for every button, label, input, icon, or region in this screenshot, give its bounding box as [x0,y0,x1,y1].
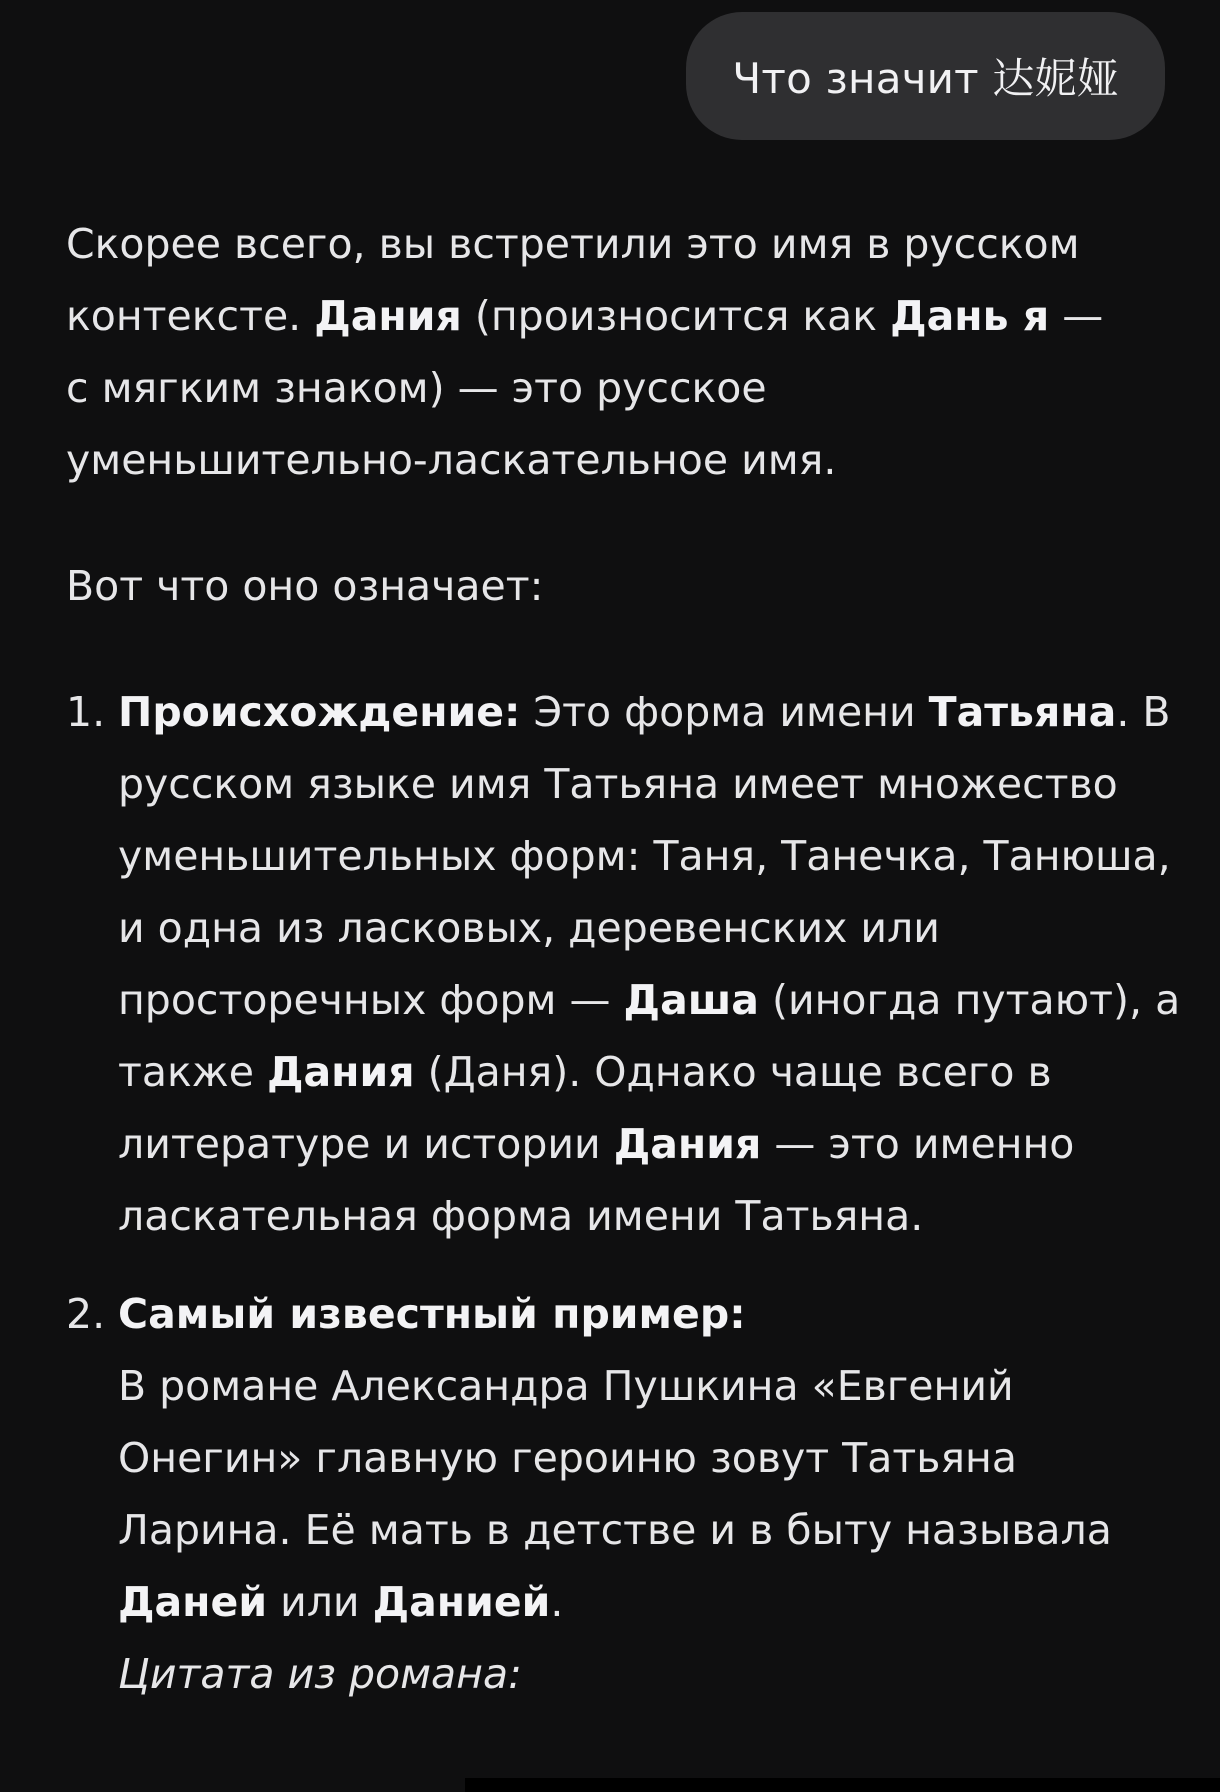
intro-text: Скорее всего, вы встретили это имя в русском контексте. [66,220,1080,340]
intro-text: (произносится как [461,292,891,340]
list-item-heading: Самый известный пример: [118,1290,746,1338]
bold-name: Даней [118,1578,268,1626]
bold-name: Даша [623,976,759,1024]
list-item-text: или [267,1578,373,1626]
user-message-bubble[interactable] [686,12,1165,140]
list-item-text: — это именно ласкательная форма имени Татьяна. [118,1120,1075,1240]
intro-text: — с мягким знаком) — это русское уменьшительно-ласкательное имя. [66,292,1104,484]
bold-name: Дания [613,1120,762,1168]
list-item-text: . [550,1578,564,1626]
list-item-text: Это форма имени [520,688,929,736]
list-item-text: . В русском языке имя Татьяна имеет множество уменьшительных форм: Таня, Танечка, Танюша, и одна из ласковых, деревенских или просторечных форм — [118,688,1171,1024]
bottom-overlay-strip [465,1778,1220,1792]
list-item-text: В романе Александра Пушкина «Евгений Онегин» главную героиню зовут Татьяна Ларина. Её мать в детстве и в быту называла [118,1362,1112,1554]
list-item [66,676,1181,1252]
list-item-number: 1. [66,688,106,736]
meaning-list [66,676,1181,1710]
list-item-body [118,676,1198,1252]
list-item-heading: Происхождение: [118,688,521,736]
list-item-number: 2. [66,1290,106,1338]
intro-bold-name: Дания [314,292,462,340]
list-item-text: (иногда путают), а также [118,976,1181,1096]
list-item [66,1278,1176,1710]
bold-name: Дания [266,1048,415,1096]
lead-paragraph: Вот что оно означает: [66,562,544,610]
bold-name: Данией [372,1578,551,1626]
user-message-text: Что значит 达妮娅 [732,54,1119,103]
intro-paragraph [66,208,1116,496]
intro-bold-pronunciation: Дань я [890,292,1050,340]
list-item-text: (Даня). Однако чаще всего в литературе и истории [118,1048,1052,1168]
list-item-body [118,1278,1198,1710]
assistant-response [66,208,1181,1736]
bold-name: Татьяна [928,688,1117,736]
quote-label: Цитата из романа: [118,1650,522,1698]
